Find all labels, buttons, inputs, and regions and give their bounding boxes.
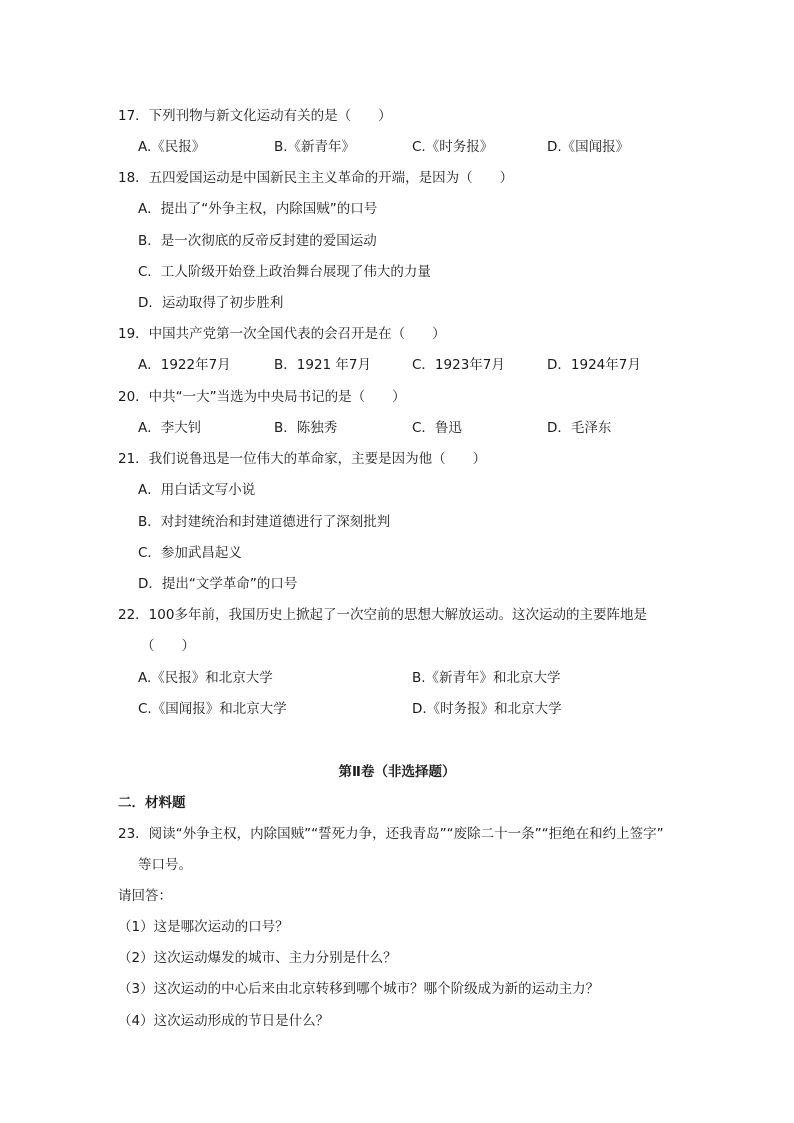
q22-option-d: D.《时务报》和北京大学 — [412, 701, 562, 717]
q20-option-d: D．毛泽东 — [547, 420, 612, 436]
q19-option-d: D．1924年7月 — [547, 357, 641, 373]
question-21: 21．我们说鲁迅是一位伟大的革命家，主要是因为他（ ） — [118, 451, 487, 467]
sub-question-2: （2）这次运动爆发的城市、主力分别是什么？ — [118, 950, 397, 966]
q17-option-b: B.《新青年》 — [274, 139, 356, 155]
q19-option-a: A．1922年7月 — [138, 357, 231, 373]
sub-question-1: （1）这是哪次运动的口号？ — [118, 919, 289, 935]
question-20: 20．中共“一大”当选为中央局书记的是（ ） — [118, 389, 406, 405]
question-22-continued: （ ） — [141, 638, 195, 654]
q22-option-a: A.《民报》和北京大学 — [138, 670, 273, 686]
q17-option-a: A.《民报》 — [138, 139, 206, 155]
q18-option-d: D．运动取得了初步胜利 — [138, 295, 284, 311]
question-23-continued: 等口号。 — [138, 857, 192, 873]
q18-option-a: A．提出了“外争主权，内除国贼”的口号 — [138, 201, 378, 217]
q21-option-c: C．参加武昌起义 — [138, 545, 242, 561]
question-19: 19．中国共产党第一次全国代表的会召开是在（ ） — [118, 326, 446, 342]
question-17: 17．下列刊物与新文化运动有关的是（ ） — [118, 108, 392, 124]
sub-question-3: （3）这次运动的中心后来由北京转移到哪个城市？哪个阶级成为新的运动主力？ — [118, 981, 600, 997]
q21-option-a: A．用白话文写小说 — [138, 482, 256, 498]
q17-option-d: D.《国闻报》 — [547, 139, 630, 155]
section-heading: 二．材料题 — [118, 795, 186, 811]
q18-option-b: B．是一次彻底的反帝反封建的爱国运动 — [138, 233, 377, 249]
q19-option-c: C．1923年7月 — [412, 357, 505, 373]
question-22: 22．100多年前，我国历史上掀起了一次空前的思想大解放运动。这次运动的主要阵地是 — [118, 607, 647, 623]
q18-option-c: C．工人阶级开始登上政治舞台展现了伟大的力量 — [138, 264, 431, 280]
question-18: 18．五四爱国运动是中国新民主主义革命的开端，是因为（ ） — [118, 170, 514, 186]
answer-prompt: 请回答： — [118, 888, 172, 904]
q20-option-a: A．李大钊 — [138, 420, 202, 436]
q20-option-b: B．陈独秀 — [274, 420, 338, 436]
q22-option-c: C.《国闻报》和北京大学 — [138, 701, 287, 717]
q20-option-c: C．鲁迅 — [412, 420, 462, 436]
q21-option-b: B．对封建统治和封建道德进行了深刻批判 — [138, 514, 391, 530]
q22-option-b: B.《新青年》和北京大学 — [412, 670, 561, 686]
question-23: 23．阅读“外争主权，内除国贼”“誓死力争，还我青岛”“废除二十一条”“拒绝在和约上签字” — [118, 826, 664, 842]
part-2-title: 第Ⅱ卷（非选择题） — [338, 764, 456, 780]
sub-question-4: （4）这次运动形成的节日是什么？ — [118, 1013, 330, 1029]
q19-option-b: B．1921 年7月 — [274, 357, 371, 373]
q21-option-d: D．提出“文学革命”的口号 — [138, 576, 298, 592]
q17-option-c: C.《时务报》 — [412, 139, 494, 155]
